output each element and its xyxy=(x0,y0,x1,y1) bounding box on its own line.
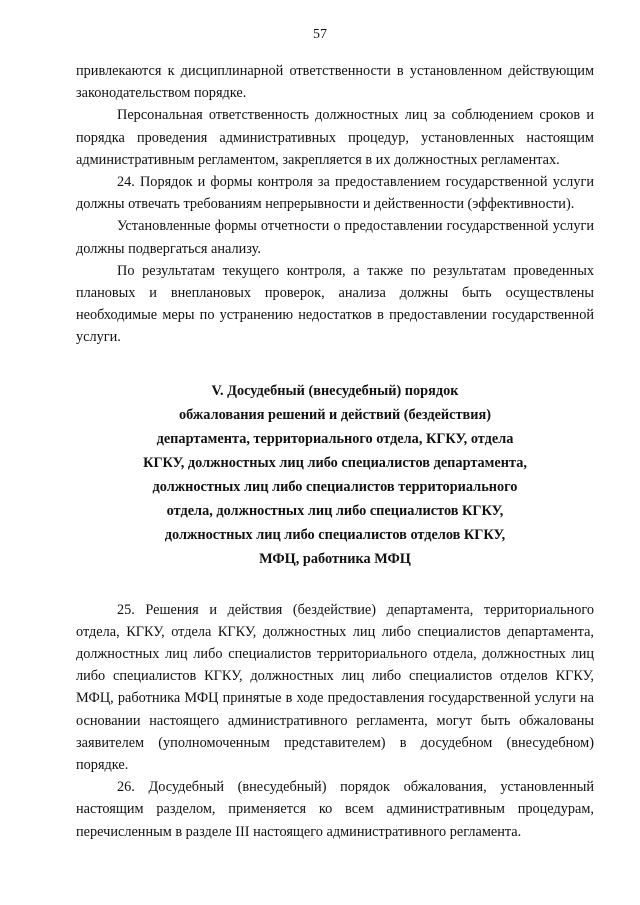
section-heading-line: МФЦ, работника МФЦ xyxy=(259,550,411,567)
section-heading-line: отдела, должностных лиц либо специалистов КГКУ, xyxy=(166,502,504,519)
paragraph: привлекаются к дисциплинарной ответственности в установленном действующим законодательством порядке. xyxy=(76,63,594,102)
paragraph: 25. Решения и действия (бездействие) департамента, территориального отдела, КГКУ, отдела КГКУ, должностных лиц либо специалистов департамента, должностных лиц либо специалистов территориального отдела, должностных лиц либо специалистов КГКУ, должностных лиц либо специалистов отделов КГКУ, МФЦ, работника МФЦ принятые в ходе предоставления государственной услуги на основании настоящего административного регламента, могут быть обжалованы заявителем (уполномоченным представителем) в досудебном (внесудебном) порядке. xyxy=(76,601,594,774)
section-heading-line: обжалования решений и действий (бездействия) xyxy=(178,406,491,423)
paragraph: По результатам текущего контроля, а также по результатам проведенных плановых и внеплановых проверок, анализа должны быть осуществлены необходимые меры по устранению недостатков в предоставлении государственной услуги. xyxy=(76,262,594,346)
paragraph: 24. Порядок и формы контроля за предоставлением государственной услуги должны отвечать требованиям непрерывности и действенности (эффективности). xyxy=(76,174,594,213)
section-heading-line: должностных лиц либо специалистов территориального xyxy=(152,478,518,495)
paragraph: Персональная ответственность должностных лиц за соблюдением сроков и порядка проведения административных процедур, установленных настоящим административным регламентом, закрепляется в их должностных регламентах. xyxy=(76,107,594,168)
page-content xyxy=(76,60,594,843)
section-heading xyxy=(76,379,594,571)
section-heading-line: департамента, территориального отдела, КГКУ, отдела xyxy=(156,430,514,447)
paragraphs-before-heading xyxy=(76,60,594,349)
section-heading-line: V. Досудебный (внесудебный) порядок xyxy=(211,382,459,399)
paragraph: Установленные формы отчетности о предоставлении государственной услуги должны подвергаться анализу. xyxy=(76,218,594,257)
section-heading-line: должностных лиц либо специалистов отделов КГКУ, xyxy=(164,526,506,543)
section-heading-line: КГКУ, должностных лиц либо специалистов департамента, xyxy=(143,454,527,471)
paragraphs-after-heading xyxy=(76,599,594,843)
page-number: 57 xyxy=(313,27,327,42)
paragraph: 26. Досудебный (внесудебный) порядок обжалования, установленный настоящим разделом, применяется ко всем административным процедурам, перечисленным в разделе III настоящего административного регламента. xyxy=(76,779,594,840)
